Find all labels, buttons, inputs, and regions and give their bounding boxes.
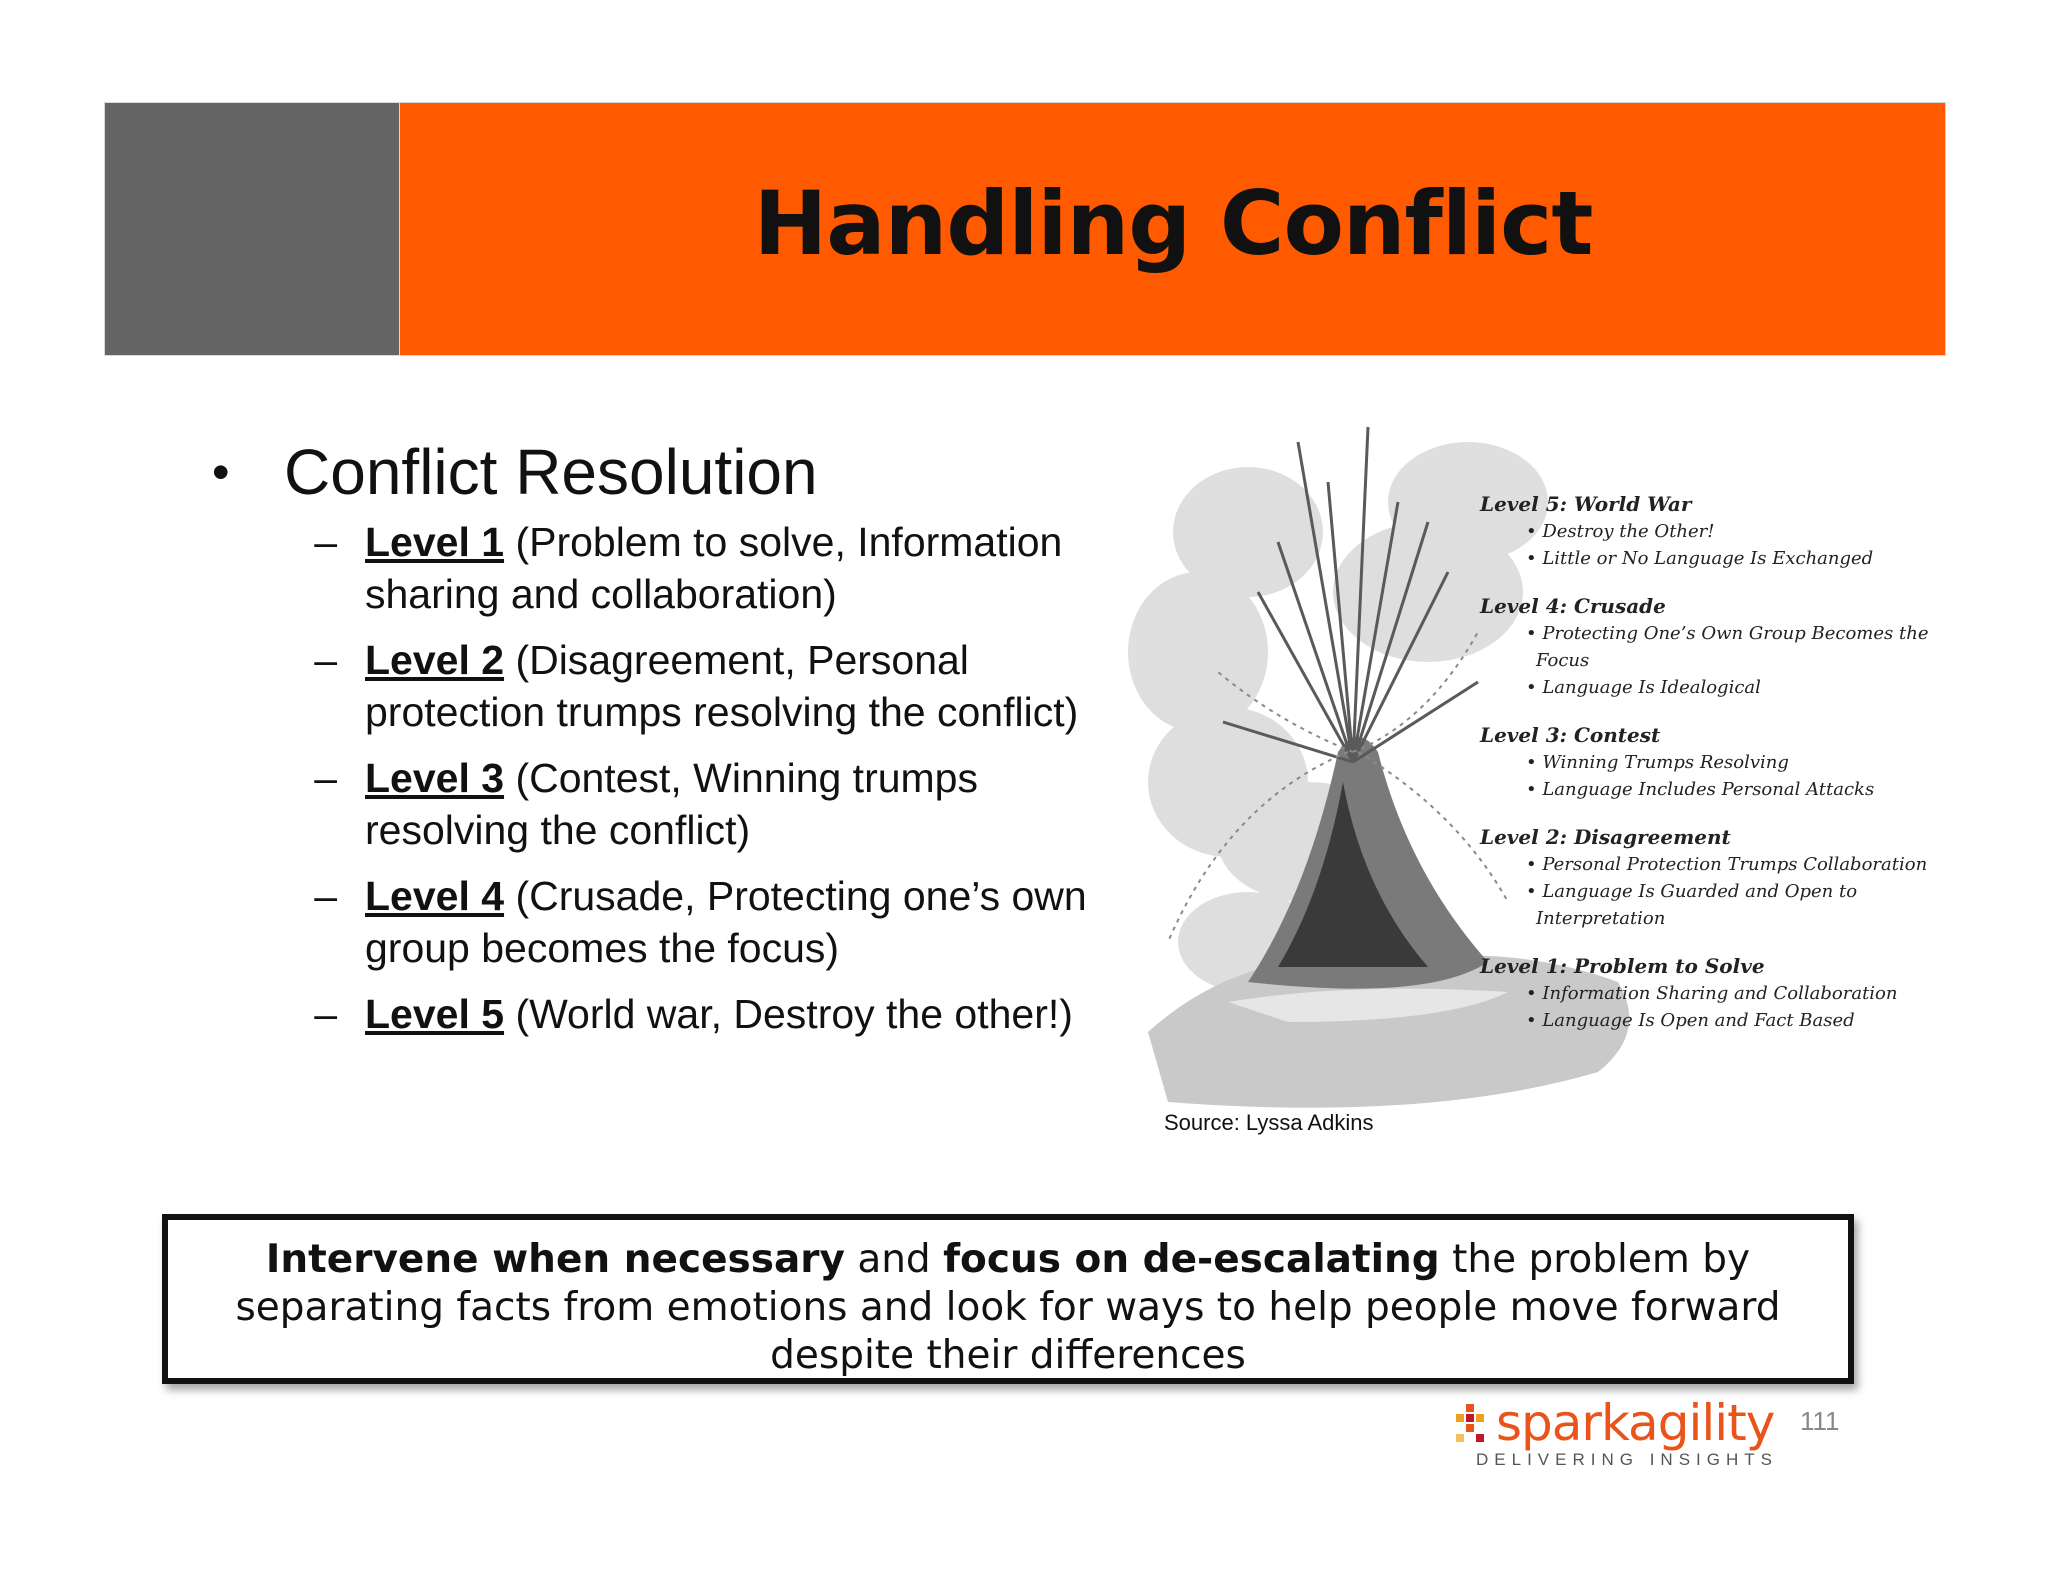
bullet-dot: • xyxy=(212,444,230,500)
slide-title: Handling Conflict xyxy=(753,172,1593,275)
main-bullet-text: Conflict Resolution xyxy=(284,436,818,508)
legend-item: • Winning Trumps Resolving xyxy=(1526,752,1789,773)
legend-group xyxy=(1480,490,1940,572)
legend-item: • Protecting One’s Own Group Becomes the Focus xyxy=(1526,623,1929,671)
logo-tagline: DELIVERING INSIGHTS xyxy=(1476,1450,1778,1469)
level-description: (World war, Destroy the other!) xyxy=(504,991,1073,1037)
legend-item: • Language Is Guarded and Open to Interpretation xyxy=(1526,881,1858,929)
legend-item: • Personal Protection Trumps Collaboration xyxy=(1526,854,1928,875)
legend-heading: Level 3: Contest xyxy=(1480,723,1661,747)
legend-item: • Language Includes Personal Attacks xyxy=(1526,779,1875,800)
level-label: Level 5 xyxy=(365,991,505,1037)
level-item: – Level 4 (Crusade, Protecting one’s own group becomes the focus) xyxy=(314,873,1087,971)
legend-group xyxy=(1480,823,1940,932)
level-description: (Contest, Winning trumps resolving the conflict) xyxy=(365,755,978,853)
figure-source: Source: Lyssa Adkins xyxy=(1164,1110,1374,1135)
level-description: (Disagreement, Personal protection trumps resolving the conflict) xyxy=(365,637,1079,735)
logo-wordmark: sparkagility xyxy=(1496,1394,1775,1452)
legend-item: • Little or No Language Is Exchanged xyxy=(1526,548,1874,569)
legend-heading: Level 2: Disagreement xyxy=(1480,825,1731,849)
figure-legend xyxy=(1480,490,1940,1054)
legend-item: • Destroy the Other! xyxy=(1526,521,1715,542)
legend-heading: Level 4: Crusade xyxy=(1480,594,1666,618)
legend-group xyxy=(1480,721,1940,803)
legend-group xyxy=(1480,592,1940,701)
level-item: – Level 2 (Disagreement, Personal protection trumps resolving the conflict) xyxy=(314,637,1079,735)
legend-item: • Language Is Idealogical xyxy=(1526,677,1761,698)
main-bullet xyxy=(212,432,1152,512)
level-label: Level 1 xyxy=(365,519,505,565)
bullet-list xyxy=(212,432,1152,1054)
level-item: – Level 1 (Problem to solve, Information sharing and collaboration) xyxy=(314,519,1063,617)
level-description: (Crusade, Protecting one’s own group becomes the focus) xyxy=(365,873,1087,971)
level-description: (Problem to solve, Information sharing and collaboration) xyxy=(365,519,1063,617)
level-item: – Level 5 (World war, Destroy the other!) xyxy=(314,991,1073,1037)
legend-item: • Information Sharing and Collaboration xyxy=(1526,983,1898,1004)
page-number: 111 xyxy=(1800,1406,1840,1436)
legend-heading: Level 1: Problem to Solve xyxy=(1480,954,1765,978)
legend-item: • Language Is Open and Fact Based xyxy=(1526,1010,1855,1031)
legend-group xyxy=(1480,952,1940,1034)
level-label: Level 4 xyxy=(365,873,505,919)
level-list xyxy=(212,516,1152,1040)
level-label: Level 3 xyxy=(365,755,505,801)
logo-pixel-icon xyxy=(1456,1404,1500,1454)
header-grey-block xyxy=(104,102,400,356)
level-item: – Level 3 (Contest, Winning trumps resolving the conflict) xyxy=(314,755,978,853)
level-label: Level 2 xyxy=(365,637,505,683)
legend-heading: Level 5: World War xyxy=(1480,492,1692,516)
sparkagility-logo xyxy=(1456,1394,1786,1476)
callout-box: Intervene when necessary and focus on de-escalating the problem by separating facts from emotions and look for ways to help people move forward despite their differences xyxy=(162,1214,1854,1384)
